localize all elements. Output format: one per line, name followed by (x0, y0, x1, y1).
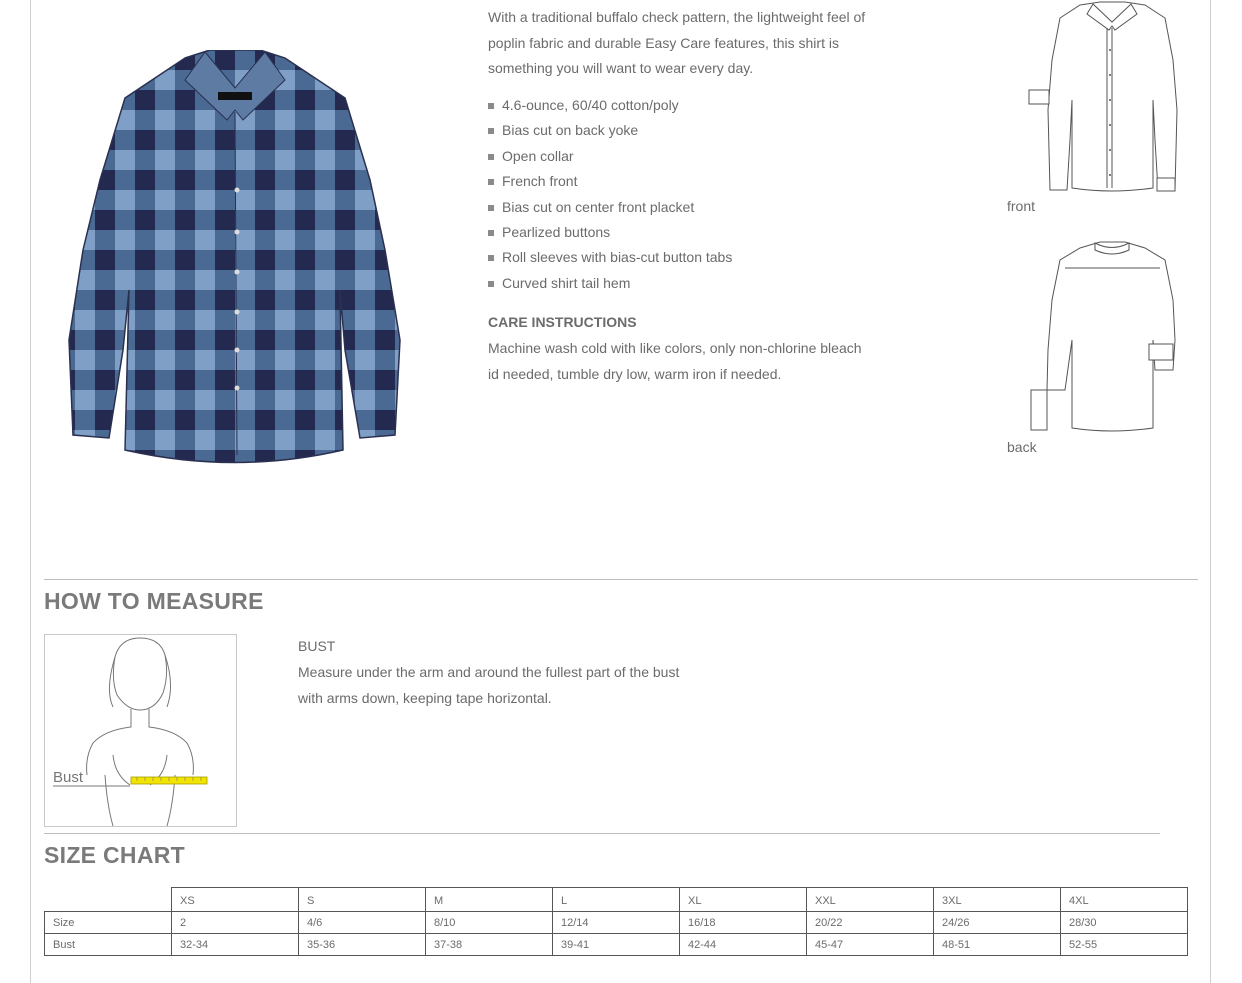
table-cell: 39-41 (553, 934, 680, 956)
table-cell: 35-36 (299, 934, 426, 956)
back-label: back (1007, 439, 1037, 455)
feature-item: Roll sleeves with bias-cut button tabs (488, 245, 732, 270)
table-cell: 37-38 (426, 934, 553, 956)
description-line: With a traditional buffalo check pattern, the lightweight feel of (488, 9, 866, 25)
feature-item: Bias cut on back yoke (488, 118, 732, 143)
bust-heading: BUST (298, 638, 336, 654)
care-instructions-text (488, 336, 873, 387)
care-line: Machine wash cold with like colors, only non-chlorine bleach (488, 340, 862, 356)
description-line: poplin fabric and durable Easy Care features, this shirt is (488, 34, 839, 51)
product-description (488, 5, 878, 82)
table-cell: 28/30 (1061, 912, 1188, 934)
table-row (45, 934, 1188, 956)
table-cell: 32-34 (172, 934, 299, 956)
feature-item: 4.6-ounce, 60/40 cotton/poly (488, 93, 732, 118)
size-chart-table (44, 887, 1188, 956)
size-column-header: XL (680, 888, 807, 912)
table-cell: 12/14 (553, 912, 680, 934)
front-flat-sketch (1025, 0, 1200, 195)
section-divider (44, 833, 1160, 834)
size-column-header: 3XL (934, 888, 1061, 912)
table-cell: 42-44 (680, 934, 807, 956)
description-line: something you will want to wear every day. (488, 60, 754, 76)
care-instructions-heading: CARE INSTRUCTIONS (488, 314, 637, 330)
bust-instruction-line: with arms down, keeping tape horizontal. (298, 689, 552, 706)
table-cell: 4/6 (299, 912, 426, 934)
how-to-measure-title: HOW TO MEASURE (44, 588, 264, 614)
bust-instructions (298, 660, 698, 711)
row-label: Bust (45, 934, 172, 956)
row-label: Size (45, 912, 172, 934)
section-divider (44, 579, 1198, 580)
front-label: front (1007, 198, 1036, 214)
feature-item: French front (488, 169, 732, 194)
table-cell: 45-47 (807, 934, 934, 956)
size-chart-header-row (45, 888, 1188, 912)
care-line: id needed, tumble dry low, warm iron if needed. (488, 365, 782, 382)
table-cell: 2 (172, 912, 299, 934)
page-border-right (1210, 0, 1211, 983)
size-column-header: XS (172, 888, 299, 912)
table-corner-cell (45, 888, 172, 912)
bust-figure-label: Bust (53, 769, 84, 786)
bust-figure-illustration (45, 635, 236, 826)
feature-item: Pearlized buttons (488, 220, 732, 245)
bust-instruction-line: Measure under the arm and around the fullest part of the bust (298, 664, 680, 680)
table-cell: 20/22 (807, 912, 934, 934)
table-cell: 48-51 (934, 934, 1061, 956)
table-row (45, 912, 1188, 934)
size-column-header: 4XL (1061, 888, 1188, 912)
table-cell: 52-55 (1061, 934, 1188, 956)
feature-list (488, 93, 732, 296)
feature-item: Bias cut on center front placket (488, 195, 732, 220)
feature-item: Open collar (488, 144, 732, 169)
table-cell: 8/10 (426, 912, 553, 934)
size-column-header: S (299, 888, 426, 912)
measure-figure (44, 634, 237, 827)
size-column-header: M (426, 888, 553, 912)
table-cell: 24/26 (934, 912, 1061, 934)
page-border-left (30, 0, 31, 983)
size-column-header: XXL (807, 888, 934, 912)
size-column-header: L (553, 888, 680, 912)
back-flat-sketch (1025, 240, 1200, 435)
table-cell: 16/18 (680, 912, 807, 934)
shirt-product-photo (55, 50, 415, 470)
feature-item: Curved shirt tail hem (488, 271, 732, 296)
size-chart-title: SIZE CHART (44, 842, 185, 868)
